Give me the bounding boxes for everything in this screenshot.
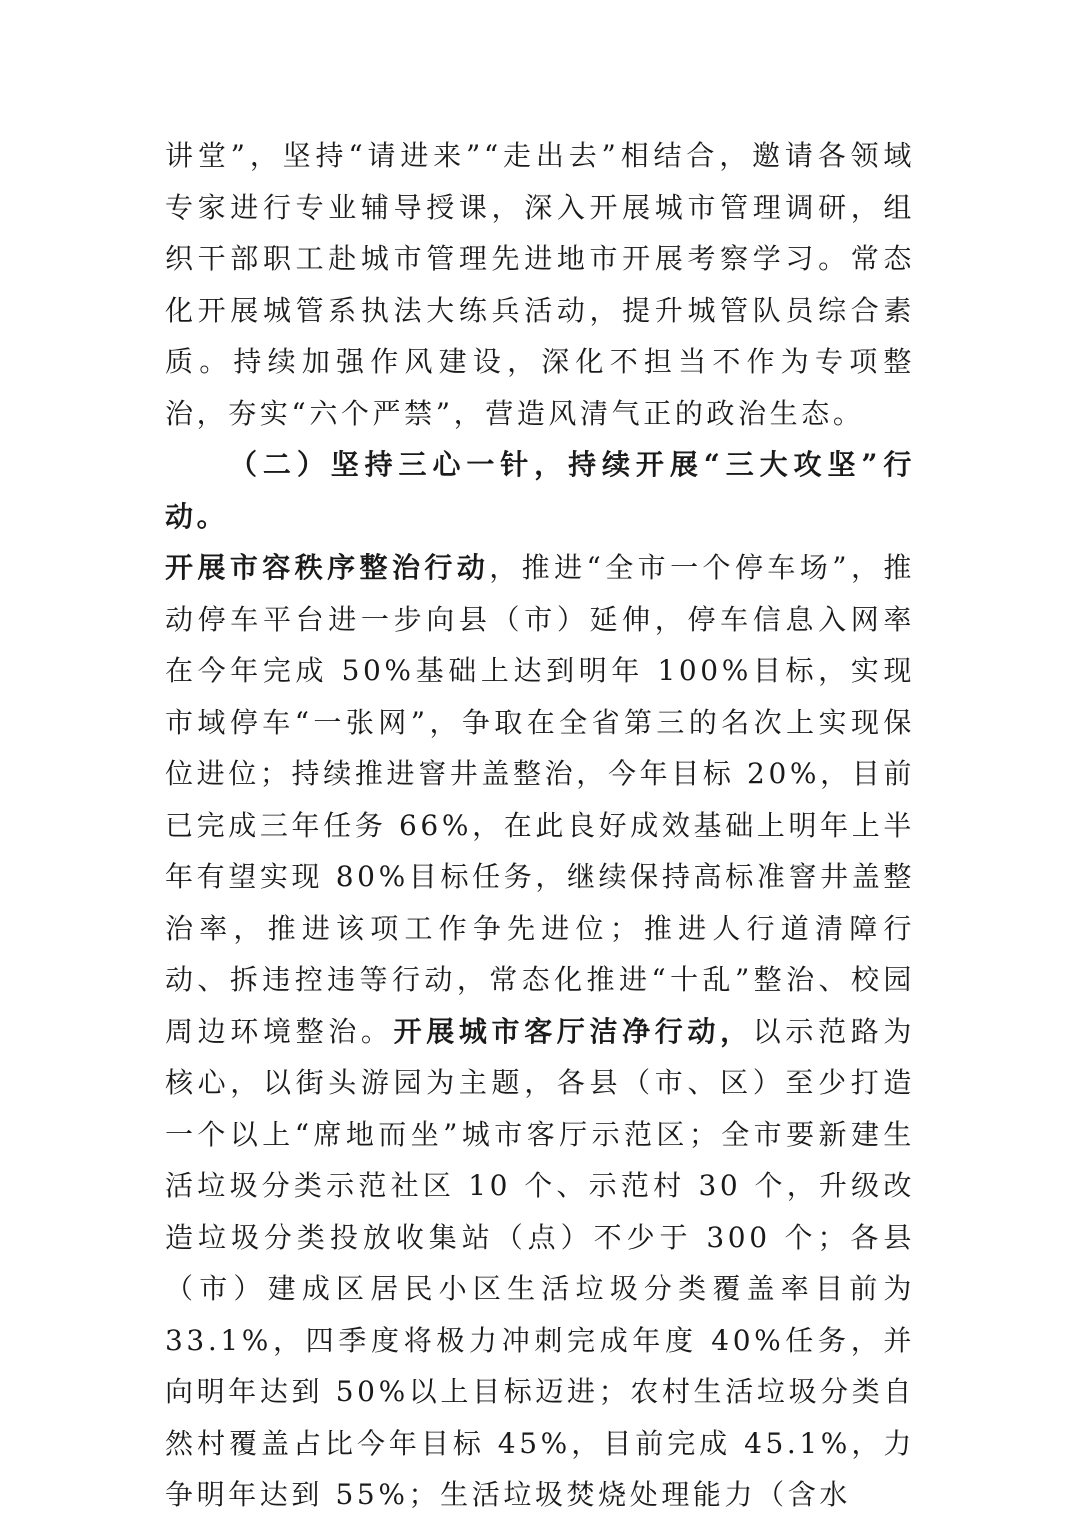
lead-city-clean: 开展城市客厅洁净行动， (393, 1014, 753, 1048)
lead-city-order: 开展市容秩序整治行动 (165, 551, 490, 584)
text-city-clean: 以示范路为核心，以街头游园为主题，各县（市、区）至少打造一个以上“席地而坐”城市客厅示范区；全市要新建生活垃圾分类示范社区 10 个、示范村 30 个，升级改造垃圾分类投放收集站（点）不少于 300 个；各县（市）建成区居民小区生活垃圾分类覆盖率目前为 33.1%，四季度将极力冲刺完成年度 40%任务，并向明年达到 50%以上目标迈进；农村生活垃圾分类自然村覆盖占比今年目标 45%，目前完成 45.1%，力争明年达到 55%；生活垃圾焚烧处理能力（含水 (165, 1014, 915, 1511)
text-city-order: ，推进“全市一个停车场”，推动停车平台进一步向县（市）延伸，停车信息入网率在今年完成 50%基础上达到明年 100%目标，实现市域停车“一张网”，争取在全省第三的名次上实现保位进位；持续推进窨井盖整治，今年目标 20%，目前已完成三年任务 66%，在此良好成效基础上明年上半年有望实现 80%目标任务，继续保持高标准窨井盖整治率，推进该项工作争先进位；推进人行道清障行动、拆违控违等行动，常态化推进“十乱”整治、校园周边环境整治。 (165, 551, 915, 1048)
paragraph-campaigns (165, 542, 915, 1521)
section-heading-two: （二）坚持三心一针，持续开展“三大攻坚”行动。 (165, 448, 915, 533)
paragraph-training: 讲堂”，坚持“请进来”“走出去”相结合，邀请各领域专家进行专业辅导授课，深入开展城市管理调研，组织干部职工赴城市管理先进地市开展考察学习。常态化开展城管系执法大练兵活动，提升城管队员综合素质。持续加强作风建设，深化不担当不作为专项整治，夯实“六个严禁”，营造风清气正的政治生态。 (165, 139, 915, 430)
document-page (165, 130, 915, 1521)
